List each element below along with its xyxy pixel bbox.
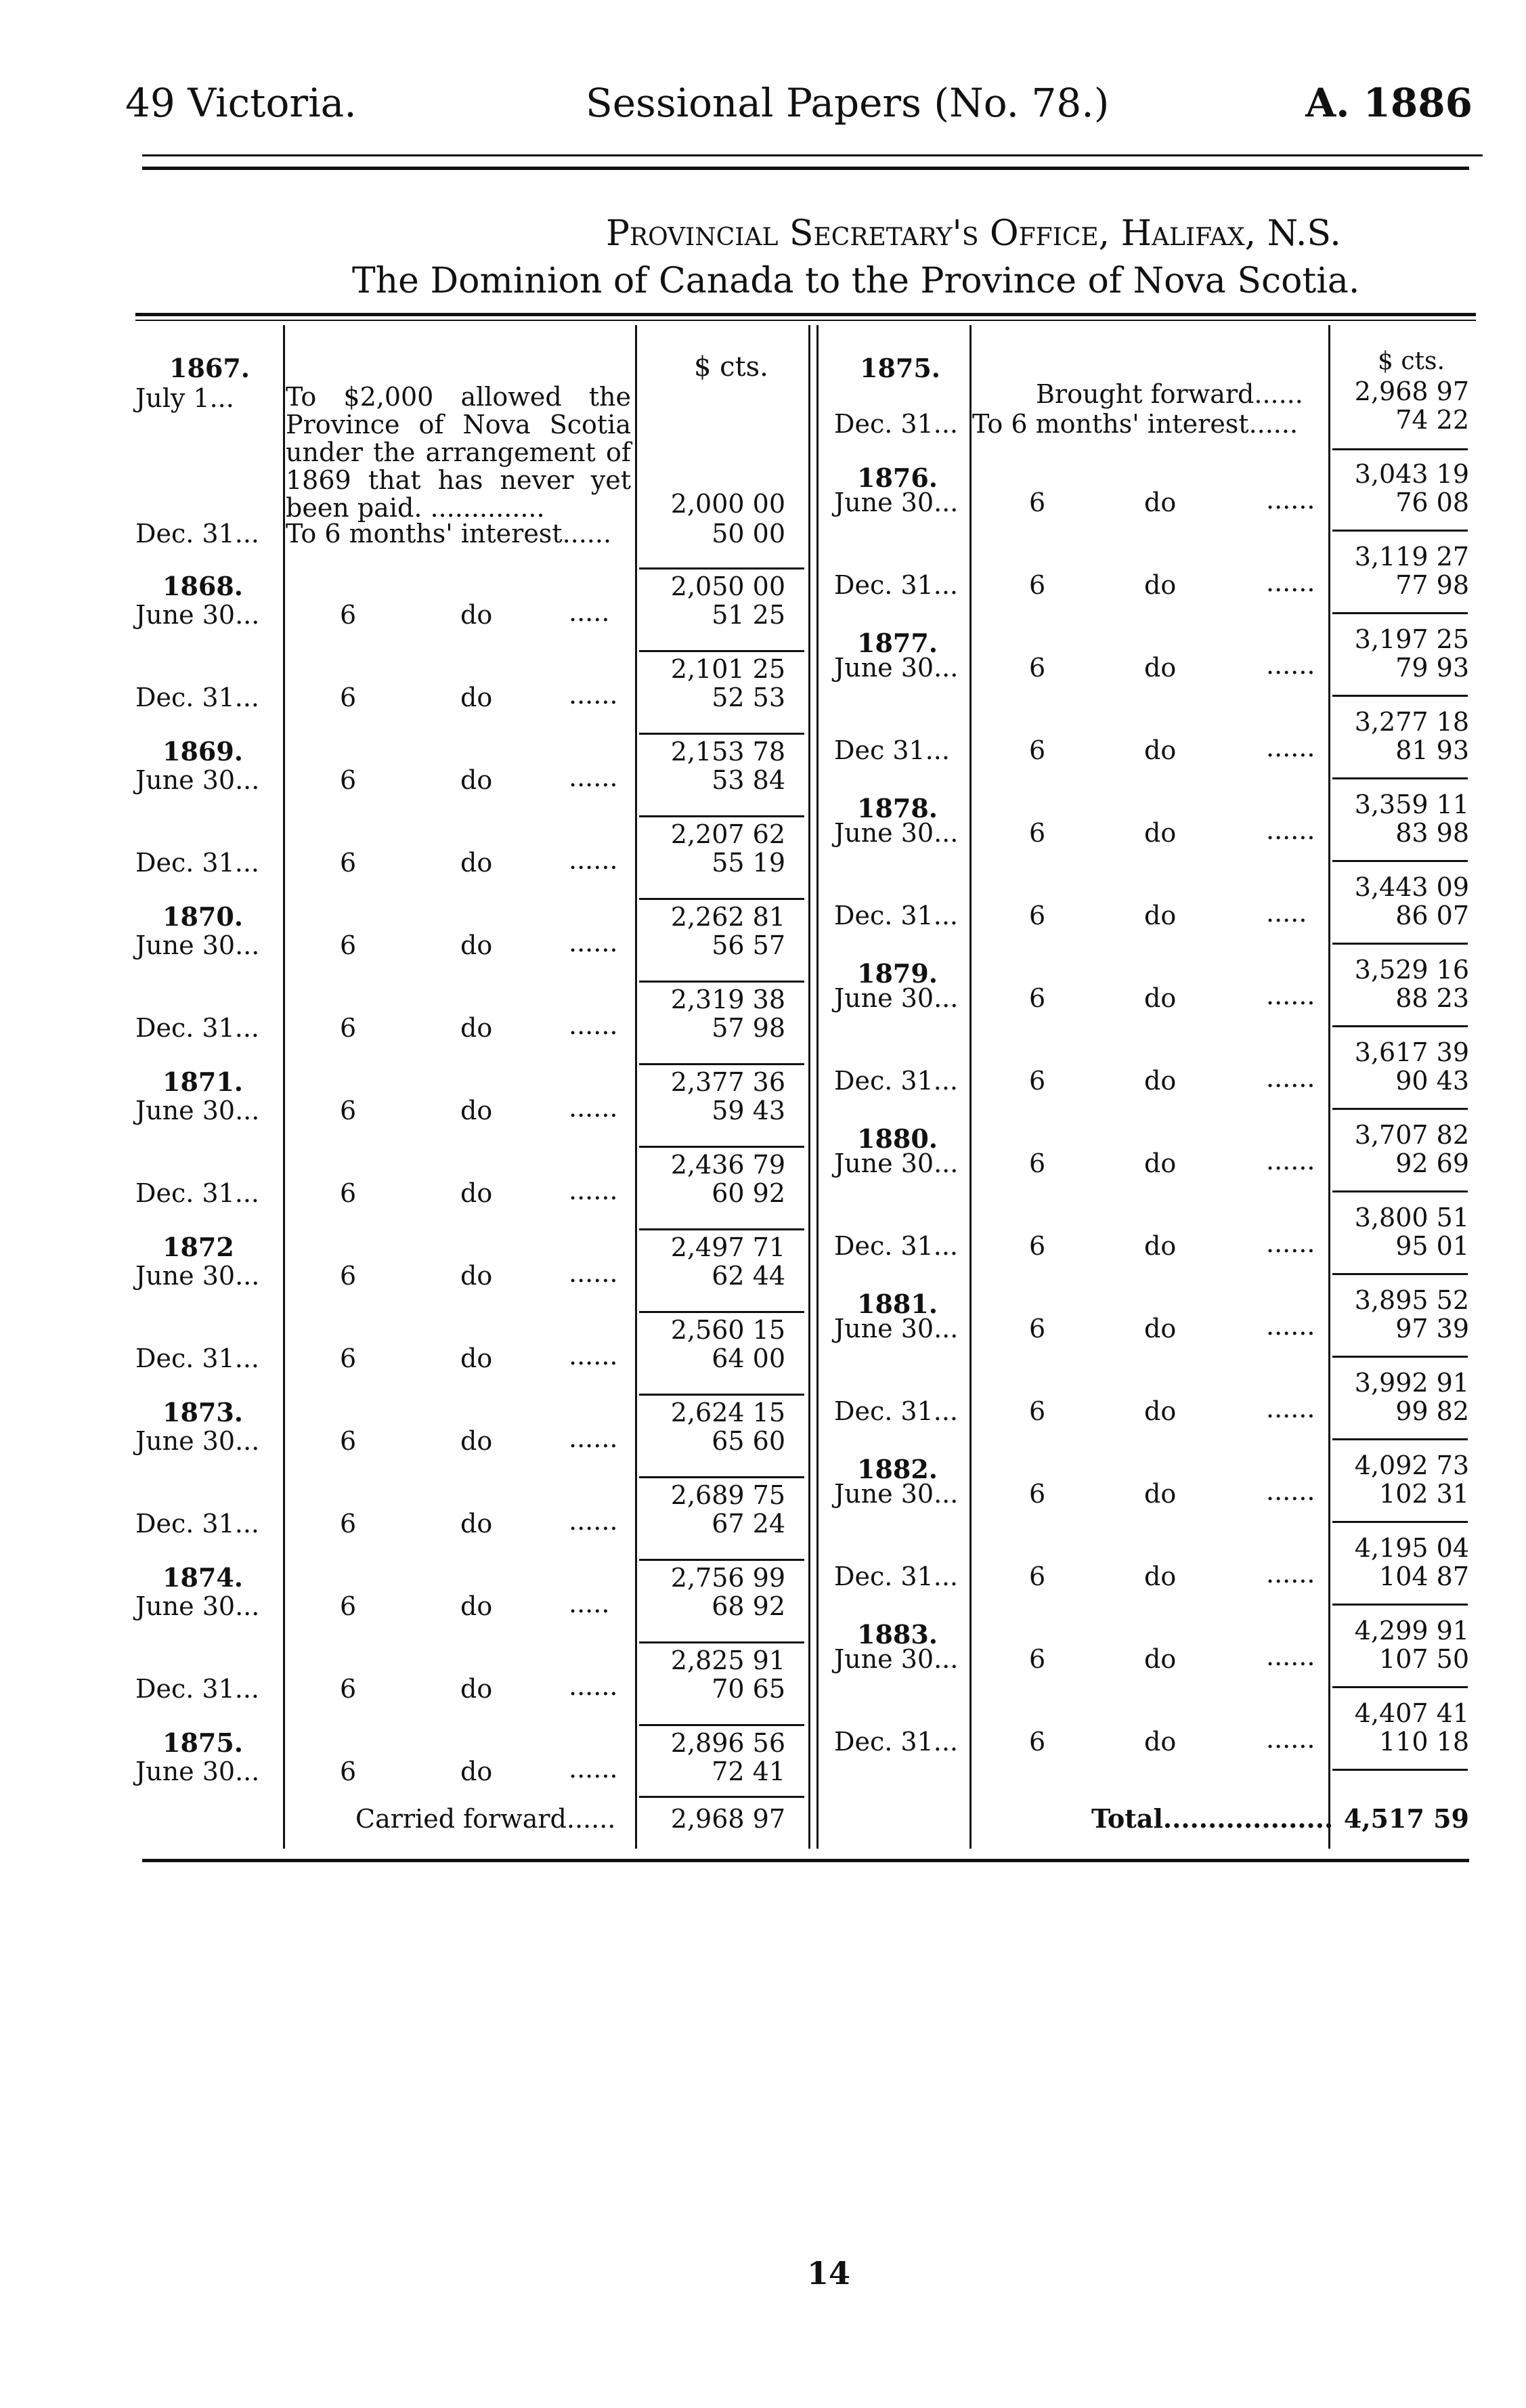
row-date: Dec. 31... (135, 1509, 259, 1539)
row-date: June 30... (135, 600, 260, 630)
row-word: do (460, 1096, 493, 1125)
row-dots: ...... (569, 1754, 618, 1784)
row-year: 1868. (162, 571, 243, 601)
left-second-description: To 6 months' interest...... (286, 519, 612, 549)
row-num: 6 (1029, 488, 1046, 517)
row-interest: 64 00 (712, 1343, 785, 1373)
row-dots: ...... (569, 1093, 618, 1123)
row-subtotal: 3,895 52 (1354, 1285, 1469, 1315)
sum-rule (1332, 777, 1468, 779)
header-rule-bottom (142, 167, 1469, 170)
row-subtotal: 2,436 79 (670, 1150, 785, 1180)
sum-rule (639, 1641, 804, 1643)
row-dots: ...... (569, 1176, 618, 1205)
row-num: 6 (1029, 1479, 1046, 1509)
row-word: do (1144, 1148, 1177, 1178)
header-center: Sessional Papers (No. 78.) (586, 80, 1110, 126)
row-word: do (1144, 653, 1177, 683)
row-num: 6 (1029, 1727, 1046, 1757)
row-subtotal: 2,825 91 (670, 1646, 785, 1675)
row-word: do (1144, 818, 1177, 848)
sum-rule (1332, 1604, 1468, 1606)
row-dots: ...... (569, 680, 618, 710)
row-subtotal: 3,443 09 (1354, 872, 1469, 902)
row-word: do (460, 1674, 493, 1704)
row-word: do (1144, 570, 1177, 600)
sum-rule (639, 898, 804, 900)
row-date: June 30... (834, 1644, 959, 1674)
row-num: 6 (1029, 1396, 1046, 1426)
right-brought-label: Brought forward...... (1036, 379, 1303, 409)
sum-rule (1332, 612, 1468, 614)
left-first-year: 1867. (169, 353, 250, 383)
row-dots: ...... (1266, 1063, 1315, 1093)
row-date: June 30... (834, 488, 959, 517)
right-first-interest: 74 22 (1395, 405, 1469, 435)
row-date: June 30... (834, 1479, 959, 1509)
row-year: 1879. (857, 958, 938, 989)
header-right: A. 1886 (1305, 80, 1473, 126)
col-rule-left-date (283, 325, 285, 1849)
row-num: 6 (1029, 1314, 1046, 1343)
row-word: do (460, 848, 493, 878)
right-first-date: Dec. 31... (834, 409, 958, 439)
row-date: Dec. 31... (834, 1562, 958, 1591)
row-interest: 86 07 (1395, 901, 1469, 930)
row-subtotal: 2,560 15 (670, 1315, 785, 1345)
left-first-date: July 1... (135, 383, 234, 413)
row-dots: ...... (1266, 1311, 1315, 1341)
sum-rule (1332, 1273, 1468, 1275)
row-subtotal: 4,407 41 (1354, 1698, 1469, 1728)
col-rule-right-date (969, 325, 972, 1849)
right-year-1875: 1875. (860, 353, 940, 383)
row-num: 6 (1029, 983, 1046, 1013)
carried-rule (639, 1796, 804, 1798)
row-word: do (460, 683, 493, 712)
row-word: do (460, 1757, 493, 1786)
row-subtotal: 3,529 16 (1354, 955, 1469, 985)
row-year: 1870. (162, 901, 243, 932)
row-subtotal: 3,707 82 (1354, 1120, 1469, 1150)
sum-rule (639, 567, 804, 569)
row-interest: 72 41 (712, 1757, 785, 1786)
row-num: 6 (1029, 1644, 1046, 1674)
row-num: 6 (340, 1013, 357, 1043)
row-interest: 88 23 (1395, 983, 1469, 1013)
row-interest: 95 01 (1395, 1231, 1469, 1261)
row-date: Dec. 31... (135, 683, 259, 712)
header-left: 49 Victoria. (125, 80, 357, 126)
running-header (125, 80, 1473, 134)
row-word: do (1144, 1644, 1177, 1674)
row-date: Dec. 31... (135, 848, 259, 878)
row-num: 6 (340, 683, 357, 712)
right-currency-header: $ cts. (1378, 347, 1445, 375)
row-dots: ...... (569, 1423, 618, 1453)
row-num: 6 (340, 848, 357, 878)
right-total-amount: 4,517 59 (1343, 1803, 1469, 1834)
row-num: 6 (1029, 653, 1046, 683)
row-dots: ...... (1266, 567, 1315, 597)
sum-rule (1332, 1108, 1468, 1110)
row-subtotal: 2,319 38 (670, 985, 785, 1014)
row-subtotal: 4,092 73 (1354, 1450, 1469, 1480)
row-date: Dec. 31... (834, 1396, 958, 1426)
row-subtotal: 3,359 11 (1354, 790, 1469, 819)
left-carried-amount: 2,968 97 (670, 1804, 785, 1834)
sum-rule (1332, 448, 1468, 450)
row-word: do (460, 1343, 493, 1373)
row-subtotal: 2,050 00 (670, 572, 785, 601)
row-num: 6 (1029, 818, 1046, 848)
row-word: do (1144, 1479, 1177, 1509)
row-dots: ...... (1266, 815, 1315, 845)
col-rule-left-desc (635, 325, 637, 1849)
row-subtotal: 3,197 25 (1354, 624, 1469, 654)
row-word: do (1144, 1562, 1177, 1591)
left-carried-label: Carried forward...... (355, 1804, 616, 1834)
row-date: Dec. 31... (135, 1013, 259, 1043)
row-word: do (460, 1591, 493, 1621)
row-date: June 30... (135, 1096, 260, 1125)
row-dots: ...... (1266, 1228, 1315, 1258)
sum-rule (639, 1311, 804, 1313)
row-interest: 79 93 (1395, 653, 1469, 683)
row-date: June 30... (135, 1261, 260, 1291)
row-dots: ..... (1266, 898, 1307, 928)
row-num: 6 (340, 1509, 357, 1539)
row-dots: ...... (569, 1010, 618, 1040)
row-subtotal: 2,624 15 (670, 1398, 785, 1427)
row-word: do (460, 765, 493, 795)
row-date: Dec. 31... (834, 570, 958, 600)
row-interest: 53 84 (712, 765, 785, 795)
row-interest: 76 08 (1395, 488, 1469, 517)
row-date: Dec. 31... (834, 1066, 958, 1096)
row-num: 6 (340, 1261, 357, 1291)
left-second-date: Dec. 31... (135, 519, 259, 549)
right-first-description: To 6 months' interest...... (972, 409, 1299, 439)
row-num: 6 (340, 930, 357, 960)
row-num: 6 (340, 765, 357, 795)
row-dots: ..... (569, 1589, 610, 1618)
row-interest: 57 98 (712, 1013, 785, 1043)
row-dots: ...... (1266, 485, 1315, 515)
row-dots: ...... (569, 1341, 618, 1371)
row-interest: 81 93 (1395, 735, 1469, 765)
row-interest: 60 92 (712, 1178, 785, 1208)
row-dots: ...... (1266, 1724, 1315, 1754)
row-date: June 30... (135, 1426, 260, 1456)
row-year: 1883. (857, 1619, 938, 1650)
row-interest: 62 44 (712, 1261, 785, 1291)
sum-rule (639, 1228, 804, 1230)
sum-rule (639, 815, 804, 817)
row-interest: 99 82 (1395, 1396, 1469, 1426)
row-word: do (1144, 735, 1177, 765)
row-subtotal: 3,617 39 (1354, 1037, 1469, 1067)
row-dots: ..... (569, 597, 610, 627)
row-date: June 30... (834, 818, 959, 848)
row-year: 1880. (857, 1123, 938, 1154)
row-num: 6 (1029, 735, 1046, 765)
header-rule-top (142, 154, 1483, 156)
row-interest: 70 65 (712, 1674, 785, 1704)
row-dots: ...... (569, 762, 618, 792)
row-num: 6 (1029, 901, 1046, 930)
row-date: Dec. 31... (834, 1727, 958, 1757)
row-interest: 65 60 (712, 1426, 785, 1456)
row-dots: ...... (1266, 1146, 1315, 1176)
row-word: do (460, 1261, 493, 1291)
row-date: Dec. 31... (834, 901, 958, 930)
sum-rule (1332, 1438, 1468, 1440)
sum-rule (639, 1146, 804, 1148)
row-subtotal: 3,119 27 (1354, 542, 1469, 572)
row-interest: 110 18 (1379, 1727, 1469, 1757)
row-subtotal: 2,497 71 (670, 1232, 785, 1262)
row-word: do (460, 1426, 493, 1456)
row-subtotal: 2,689 75 (670, 1480, 785, 1510)
row-year: 1869. (162, 736, 243, 767)
row-num: 6 (340, 1343, 357, 1373)
row-interest: 77 98 (1395, 570, 1469, 600)
row-year: 1881. (857, 1289, 938, 1319)
row-word: do (1144, 901, 1177, 930)
row-dots: ...... (1266, 1394, 1315, 1423)
row-word: do (460, 600, 493, 630)
row-interest: 90 43 (1395, 1066, 1469, 1096)
row-word: do (1144, 488, 1177, 517)
row-interest: 92 69 (1395, 1148, 1469, 1178)
sum-rule (639, 1724, 804, 1726)
row-dots: ...... (1266, 1641, 1315, 1671)
row-word: do (1144, 1231, 1177, 1261)
row-num: 6 (1029, 1148, 1046, 1178)
left-first-description: To $2,000 allowed the Province of Nova Scotia under the arrangement of 1869 that has never yet been paid. .............. (286, 382, 631, 523)
row-date: Dec. 31... (834, 1231, 958, 1261)
row-year: 1873. (162, 1397, 243, 1427)
row-dots: ...... (569, 1506, 618, 1536)
sum-rule (639, 650, 804, 652)
row-interest: 52 53 (712, 683, 785, 712)
row-date: June 30... (135, 765, 260, 795)
row-year: 1875. (162, 1727, 243, 1758)
row-date: Dec 31... (834, 735, 950, 765)
row-year: 1882. (857, 1454, 938, 1484)
row-subtotal: 2,756 99 (670, 1563, 785, 1593)
row-subtotal: 2,896 56 (670, 1728, 785, 1758)
row-subtotal: 3,992 91 (1354, 1368, 1469, 1398)
row-word: do (460, 1013, 493, 1043)
sum-rule (1332, 1025, 1468, 1027)
row-year: 1874. (162, 1562, 243, 1593)
row-date: June 30... (135, 1757, 260, 1786)
sum-rule (1332, 1190, 1468, 1192)
row-word: do (1144, 1066, 1177, 1096)
row-date: Dec. 31... (135, 1343, 259, 1373)
row-subtotal: 2,207 62 (670, 819, 785, 849)
row-num: 6 (340, 1426, 357, 1456)
row-date: June 30... (834, 983, 959, 1013)
row-word: do (460, 1509, 493, 1539)
left-first-amount: 2,000 00 (670, 489, 785, 519)
row-subtotal: 2,377 36 (670, 1067, 785, 1097)
document-subtitle: The Dominion of Canada to the Province of Nova Scotia. (352, 261, 1360, 301)
sum-rule (1332, 530, 1468, 532)
row-year: 1878. (857, 793, 938, 823)
row-dots: ...... (1266, 733, 1315, 762)
row-subtotal: 4,195 04 (1354, 1533, 1469, 1563)
row-num: 6 (340, 1591, 357, 1621)
row-year: 1876. (857, 463, 938, 493)
row-date: June 30... (834, 1148, 959, 1178)
sum-rule (1332, 1686, 1468, 1688)
page-number: 14 (807, 2255, 851, 2292)
row-date: June 30... (135, 1591, 260, 1621)
sum-rule (1332, 1769, 1468, 1771)
right-total-label: Total................... (1091, 1803, 1334, 1834)
row-interest: 104 87 (1379, 1562, 1469, 1591)
row-num: 6 (1029, 1066, 1046, 1096)
row-interest: 83 98 (1395, 818, 1469, 848)
row-date: June 30... (135, 930, 260, 960)
col-rule-right-desc (1328, 325, 1330, 1849)
row-interest: 97 39 (1395, 1314, 1469, 1343)
row-word: do (460, 1178, 493, 1208)
row-num: 6 (340, 1096, 357, 1125)
row-dots: ...... (1266, 650, 1315, 680)
row-dots: ...... (569, 1671, 618, 1701)
row-interest: 102 31 (1379, 1479, 1469, 1509)
office-line: Provincial Secretary's Office, Halifax, N.S. (606, 213, 1341, 254)
row-interest: 68 92 (712, 1591, 785, 1621)
sum-rule (639, 1063, 804, 1065)
sum-rule (1332, 1521, 1468, 1523)
row-interest: 56 57 (712, 930, 785, 960)
table-top-rule-thin (135, 320, 1476, 321)
row-interest: 67 24 (712, 1509, 785, 1539)
row-num: 6 (340, 1674, 357, 1704)
sum-rule (639, 1559, 804, 1561)
table-top-rule (135, 313, 1476, 316)
sum-rule (1332, 695, 1468, 697)
row-word: do (1144, 983, 1177, 1013)
left-second-amount: 50 00 (712, 519, 785, 549)
row-date: Dec. 31... (135, 1178, 259, 1208)
row-year: 1877. (857, 628, 938, 658)
row-dots: ...... (1266, 1559, 1315, 1589)
row-num: 6 (340, 600, 357, 630)
row-date: June 30... (834, 1314, 959, 1343)
row-date: Dec. 31... (135, 1674, 259, 1704)
sum-rule (639, 1476, 804, 1478)
row-subtotal: 2,153 78 (670, 737, 785, 767)
row-word: do (1144, 1727, 1177, 1757)
row-num: 6 (340, 1757, 357, 1786)
row-subtotal: 2,262 81 (670, 902, 785, 932)
row-subtotal: 4,299 91 (1354, 1616, 1469, 1646)
row-year: 1872 (162, 1232, 234, 1262)
sum-rule (639, 1394, 804, 1396)
row-dots: ...... (569, 928, 618, 958)
col-rule-mid-2 (816, 325, 819, 1849)
col-rule-mid-1 (808, 325, 810, 1849)
row-date: June 30... (834, 653, 959, 683)
row-word: do (460, 930, 493, 960)
row-num: 6 (1029, 1562, 1046, 1591)
sum-rule (639, 733, 804, 735)
sum-rule (1332, 860, 1468, 862)
right-brought-amount: 2,968 97 (1354, 377, 1469, 406)
row-num: 6 (1029, 1231, 1046, 1261)
row-num: 6 (1029, 570, 1046, 600)
row-interest: 59 43 (712, 1096, 785, 1125)
row-word: do (1144, 1314, 1177, 1343)
row-interest: 107 50 (1379, 1644, 1469, 1674)
row-subtotal: 2,101 25 (670, 654, 785, 684)
row-dots: ...... (569, 845, 618, 875)
sum-rule (1332, 1356, 1468, 1358)
row-subtotal: 3,043 19 (1354, 459, 1469, 489)
row-year: 1871. (162, 1067, 243, 1097)
row-num: 6 (340, 1178, 357, 1208)
row-word: do (1144, 1396, 1177, 1426)
table-bottom-rule (142, 1859, 1469, 1862)
row-dots: ...... (1266, 1476, 1315, 1506)
sum-rule (639, 981, 804, 983)
row-dots: ...... (569, 1258, 618, 1288)
left-currency-header: $ cts. (694, 351, 768, 383)
row-subtotal: 3,800 51 (1354, 1203, 1469, 1232)
row-interest: 51 25 (712, 600, 785, 630)
row-subtotal: 3,277 18 (1354, 707, 1469, 737)
sum-rule (1332, 943, 1468, 945)
row-interest: 55 19 (712, 848, 785, 878)
row-dots: ...... (1266, 981, 1315, 1010)
